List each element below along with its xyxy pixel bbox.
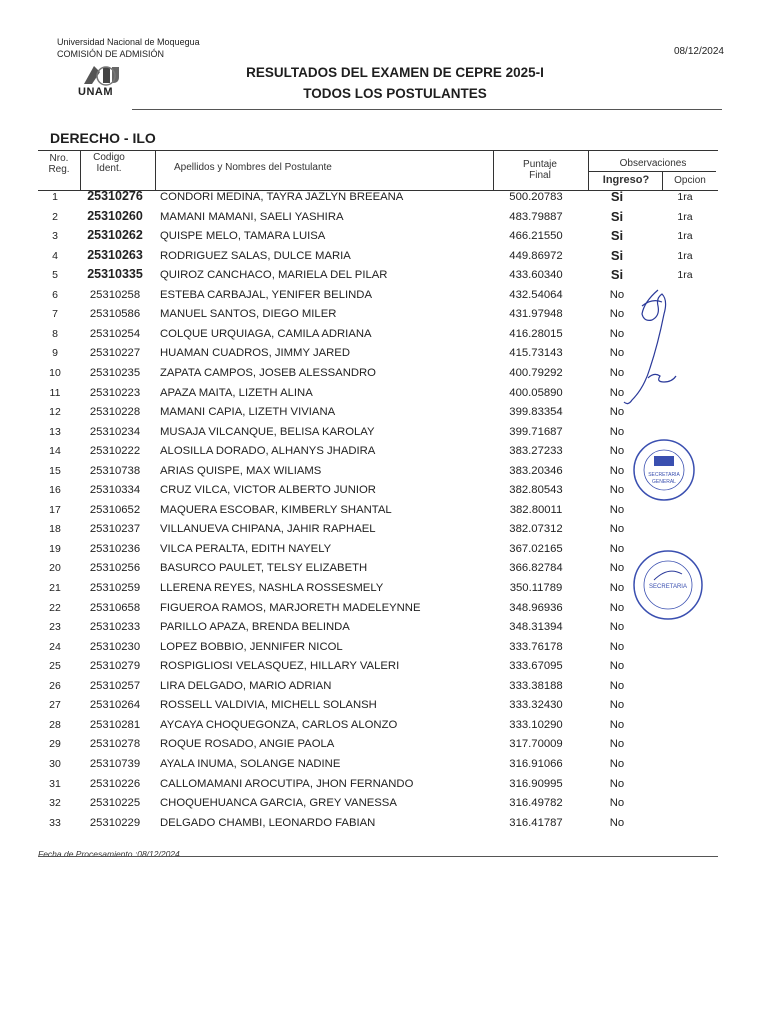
row-number: 23	[49, 621, 61, 634]
row-number: 2	[52, 210, 58, 223]
row-puntaje: 415.73143	[509, 347, 563, 360]
svg-text:SECRETARIA: SECRETARIA	[649, 584, 687, 590]
row-codigo: 25310658	[89, 601, 141, 614]
row-ingreso: No	[609, 288, 625, 301]
row-codigo: 25310264	[89, 699, 141, 712]
table-row	[38, 208, 718, 228]
row-ingreso: No	[609, 503, 625, 516]
row-codigo: 25310230	[89, 640, 141, 653]
secretaria-general-seal-icon	[634, 440, 694, 500]
row-puntaje: 431.97948	[509, 308, 563, 321]
row-codigo: 25310226	[89, 777, 141, 790]
row-puntaje: 348.96936	[509, 601, 563, 614]
row-number: 20	[49, 562, 61, 575]
row-ingreso: No	[609, 386, 625, 399]
row-codigo: 25310262	[87, 228, 143, 243]
row-puntaje: 348.31394	[509, 621, 563, 634]
row-number: 17	[49, 503, 61, 516]
row-puntaje: 382.07312	[509, 523, 563, 536]
row-puntaje: 483.79887	[509, 210, 563, 223]
row-ingreso: No	[609, 406, 625, 419]
row-ingreso: No	[609, 660, 625, 673]
header-nro: Nro. Reg.	[48, 153, 70, 175]
column-divider	[588, 150, 589, 190]
row-codigo: 25310586	[89, 308, 141, 321]
row-codigo: 25310228	[89, 406, 141, 419]
table-row	[38, 227, 718, 247]
row-number: 4	[52, 249, 58, 262]
header-ingreso: Ingreso?	[602, 174, 650, 186]
row-nombre: QUIROZ CANCHACO, MARIELA DEL PILAR	[160, 269, 388, 282]
row-nombre: VILCA PERALTA, EDITH NAYELY	[160, 542, 332, 555]
header-puntaje: Puntaje Final	[523, 159, 557, 181]
row-ingreso: No	[609, 484, 625, 497]
row-nombre: VILLANUEVA CHIPANA, JAHIR RAPHAEL	[160, 523, 376, 536]
row-ingreso: No	[609, 366, 625, 379]
row-number: 24	[49, 640, 61, 653]
secretaria-seal-icon	[634, 551, 702, 619]
row-ingreso: Si	[610, 228, 624, 244]
row-number: 29	[49, 738, 61, 751]
row-number: 22	[49, 601, 61, 614]
row-number: 28	[49, 718, 61, 731]
row-nombre: RODRIGUEZ SALAS, DULCE MARIA	[160, 249, 351, 262]
row-puntaje: 416.28015	[509, 327, 563, 340]
department-name: COMISIÓN DE ADMISIÓN	[57, 49, 165, 59]
row-nombre: AYCAYA CHOQUEGONZA, CARLOS ALONZO	[160, 718, 398, 731]
row-nombre: DELGADO CHAMBI, LEONARDO FABIAN	[160, 816, 376, 829]
row-number: 10	[49, 366, 61, 379]
header-codigo: Codigo Ident.	[93, 152, 125, 174]
footer-divider	[38, 856, 718, 857]
row-codigo: 25310235	[89, 366, 141, 379]
row-codigo: 25310233	[89, 621, 141, 634]
document-subtitle: TODOS LOS POSTULANTES	[303, 86, 487, 101]
row-number: 1	[52, 191, 58, 203]
row-puntaje: 399.83354	[509, 406, 563, 419]
row-puntaje: 500.20783	[509, 191, 563, 203]
logo-text: UNAM	[78, 86, 113, 98]
column-divider	[80, 150, 81, 190]
row-codigo: 25310227	[89, 347, 141, 360]
row-nombre: ROQUE ROSADO, ANGIE PAOLA	[160, 738, 335, 751]
row-number: 25	[49, 660, 61, 673]
row-codigo: 25310739	[89, 757, 141, 770]
row-ingreso: No	[609, 562, 625, 575]
row-number: 8	[52, 327, 58, 340]
row-ingreso: Si	[610, 189, 624, 204]
row-ingreso: No	[609, 777, 625, 790]
row-codigo: 25310738	[89, 464, 141, 477]
row-codigo: 25310257	[89, 679, 141, 692]
column-divider	[155, 150, 156, 190]
row-ingreso: No	[609, 797, 625, 810]
row-codigo: 25310263	[87, 247, 143, 262]
row-codigo: 25310276	[87, 189, 143, 203]
row-puntaje: 316.41787	[509, 816, 563, 829]
table-row	[38, 247, 718, 267]
row-ingreso: Si	[610, 267, 624, 283]
row-puntaje: 316.90995	[509, 777, 563, 790]
header-observaciones: Observaciones	[619, 158, 687, 169]
row-puntaje: 333.32430	[509, 699, 563, 712]
row-number: 14	[49, 445, 61, 458]
row-codigo: 25310334	[89, 484, 141, 497]
signature-and-seals	[596, 280, 716, 830]
row-opcion: 1ra	[677, 191, 693, 203]
row-number: 11	[49, 386, 61, 399]
row-ingreso: No	[609, 679, 625, 692]
row-codigo: 25310234	[89, 425, 141, 438]
row-ingreso: Si	[610, 208, 624, 224]
program-title: DERECHO - ILO	[50, 130, 156, 146]
row-number: 32	[49, 797, 61, 810]
row-codigo: 25310223	[89, 386, 141, 399]
header-nombre: Apellidos y Nombres del Postulante	[174, 162, 332, 173]
row-nombre: ARIAS QUISPE, MAX WILIAMS	[160, 464, 322, 477]
row-ingreso: No	[609, 347, 625, 360]
row-codigo: 25310335	[87, 267, 143, 282]
row-number: 5	[52, 269, 58, 282]
row-puntaje: 400.05890	[509, 386, 563, 399]
row-codigo: 25310222	[89, 445, 141, 458]
row-puntaje: 333.10290	[509, 718, 563, 731]
row-number: 9	[52, 347, 58, 360]
row-nombre: CONDORI MEDINA, TAYRA JAZLYN BREEANA	[160, 191, 404, 203]
row-nombre: ESTEBA CARBAJAL, YENIFER BELINDA	[160, 288, 372, 301]
row-nombre: CHOQUEHUANCA GARCIA, GREY VANESSA	[160, 797, 397, 810]
row-codigo: 25310237	[89, 523, 141, 536]
row-ingreso: No	[609, 738, 625, 751]
document-title: RESULTADOS DEL EXAMEN DE CEPRE 2025-I	[246, 65, 544, 80]
row-ingreso: No	[609, 425, 625, 438]
row-puntaje: 400.79292	[509, 366, 563, 379]
row-ingreso: No	[609, 308, 625, 321]
row-ingreso: No	[609, 523, 625, 536]
row-nombre: COLQUE URQUIAGA, CAMILA ADRIANA	[160, 327, 372, 340]
row-nombre: ROSPIGLIOSI VELASQUEZ, HILLARY VALERI	[160, 660, 400, 673]
table-row	[38, 188, 718, 208]
row-nombre: CALLOMAMANI AROCUTIPA, JHON FERNANDO	[160, 777, 414, 790]
row-number: 18	[49, 523, 61, 536]
row-ingreso: No	[609, 327, 625, 340]
row-codigo: 25310278	[89, 738, 141, 751]
row-puntaje: 383.27233	[509, 445, 563, 458]
row-puntaje: 382.80543	[509, 484, 563, 497]
row-puntaje: 382.80011	[509, 503, 563, 516]
row-puntaje: 449.86972	[509, 249, 563, 262]
row-puntaje: 399.71687	[509, 425, 563, 438]
row-codigo: 25310258	[89, 288, 141, 301]
row-codigo: 25310256	[89, 562, 141, 575]
row-number: 27	[49, 699, 61, 712]
document-date: 08/12/2024	[673, 46, 724, 57]
row-ingreso: No	[609, 542, 625, 555]
row-nombre: MANUEL SANTOS, DIEGO MILER	[160, 308, 337, 321]
row-nombre: APAZA MAITA, LIZETH ALINA	[160, 386, 313, 399]
row-nombre: MAMANI MAMANI, SAELI YASHIRA	[160, 210, 344, 223]
row-ingreso: No	[609, 582, 625, 594]
row-number: 7	[52, 308, 58, 321]
row-ingreso: No	[609, 621, 625, 634]
row-ingreso: No	[609, 601, 625, 614]
row-puntaje: 316.49782	[509, 797, 563, 810]
row-codigo: 25310281	[89, 718, 141, 731]
row-puntaje: 367.02165	[509, 542, 563, 555]
row-codigo: 25310229	[89, 816, 141, 829]
row-codigo: 25310652	[89, 503, 141, 516]
row-nombre: PARILLO APAZA, BRENDA BELINDA	[160, 621, 350, 634]
row-number: 12	[49, 406, 61, 419]
row-number: 31	[49, 777, 61, 790]
row-puntaje: 333.76178	[509, 640, 563, 653]
row-number: 21	[49, 582, 61, 594]
row-puntaje: 432.54064	[509, 288, 563, 301]
row-codigo: 25310254	[89, 327, 141, 340]
svg-text:SECRETARIA: SECRETARIA	[648, 472, 680, 478]
row-opcion: 1ra	[677, 269, 693, 282]
row-nombre: MAQUERA ESCOBAR, KIMBERLY SHANTAL	[160, 503, 392, 516]
column-divider	[493, 150, 494, 190]
institution-header	[57, 36, 200, 60]
row-ingreso: No	[609, 699, 625, 712]
processing-date: Fecha de Procesamiento :08/12/2024	[38, 849, 180, 859]
row-codigo: 25310236	[89, 542, 141, 555]
row-nombre: MAMANI CAPIA, LIZETH VIVIANA	[160, 406, 336, 419]
observaciones-divider	[588, 171, 716, 172]
row-nombre: HUAMAN CUADROS, JIMMY JARED	[160, 347, 350, 360]
row-codigo: 25310279	[89, 660, 141, 673]
institution-name: Universidad Nacional de Moquegua	[57, 37, 200, 47]
row-nombre: AYALA INUMA, SOLANGE NADINE	[160, 757, 341, 770]
row-opcion: 1ra	[677, 249, 693, 262]
row-nombre: LOPEZ BOBBIO, JENNIFER NICOL	[160, 640, 343, 653]
row-nombre: FIGUEROA RAMOS, MARJORETH MADELEYNNE	[160, 601, 421, 614]
row-puntaje: 466.21550	[509, 230, 563, 243]
row-puntaje: 366.82784	[509, 562, 563, 575]
row-puntaje: 350.11789	[509, 582, 563, 594]
row-nombre: LIRA DELGADO, MARIO ADRIAN	[160, 679, 332, 692]
row-ingreso: No	[609, 640, 625, 653]
signature-icon	[624, 290, 676, 404]
row-ingreso: No	[609, 718, 625, 731]
row-nombre: BASURCO PAULET, TELSY ELIZABETH	[160, 562, 368, 575]
row-puntaje: 333.38188	[509, 679, 563, 692]
row-opcion: 1ra	[677, 210, 693, 223]
header-opcion: Opcion	[674, 175, 706, 186]
row-nombre: QUISPE MELO, TAMARA LUISA	[160, 230, 326, 243]
row-number: 6	[52, 288, 58, 301]
row-codigo: 25310260	[87, 208, 143, 223]
row-puntaje: 333.67095	[509, 660, 563, 673]
row-nombre: ROSSELL VALDIVIA, MICHELL SOLANSH	[160, 699, 377, 712]
row-puntaje: 316.91066	[509, 757, 563, 770]
row-number: 16	[49, 484, 61, 497]
row-codigo: 25310259	[89, 582, 141, 594]
row-nombre: ALOSILLA DORADO, ALHANYS JHADIRA	[160, 445, 376, 458]
row-puntaje: 383.20346	[509, 464, 563, 477]
row-ingreso: No	[609, 757, 625, 770]
row-number: 26	[49, 679, 61, 692]
row-ingreso: No	[609, 445, 625, 458]
row-number: 19	[49, 542, 61, 555]
row-number: 15	[49, 464, 61, 477]
row-number: 30	[49, 757, 61, 770]
row-number: 33	[49, 816, 61, 829]
row-opcion: 1ra	[677, 230, 693, 243]
row-nombre: LLERENA REYES, NASHLA ROSSESMELY	[160, 582, 384, 594]
table-header-top-border	[38, 150, 718, 151]
row-nombre: CRUZ VILCA, VICTOR ALBERTO JUNIOR	[160, 484, 376, 497]
row-puntaje: 433.60340	[509, 269, 563, 282]
row-ingreso: No	[609, 464, 625, 477]
row-nombre: MUSAJA VILCANQUE, BELISA KAROLAY	[160, 425, 375, 438]
row-puntaje: 317.70009	[509, 738, 563, 751]
row-nombre: ZAPATA CAMPOS, JOSEB ALESSANDRO	[160, 366, 376, 379]
row-codigo: 25310225	[89, 797, 141, 810]
row-ingreso: No	[609, 816, 625, 829]
header-divider	[132, 109, 722, 110]
row-number: 3	[52, 230, 58, 243]
row-number: 13	[49, 425, 61, 438]
svg-text:GENERAL: GENERAL	[652, 479, 676, 485]
row-ingreso: Si	[610, 247, 624, 263]
